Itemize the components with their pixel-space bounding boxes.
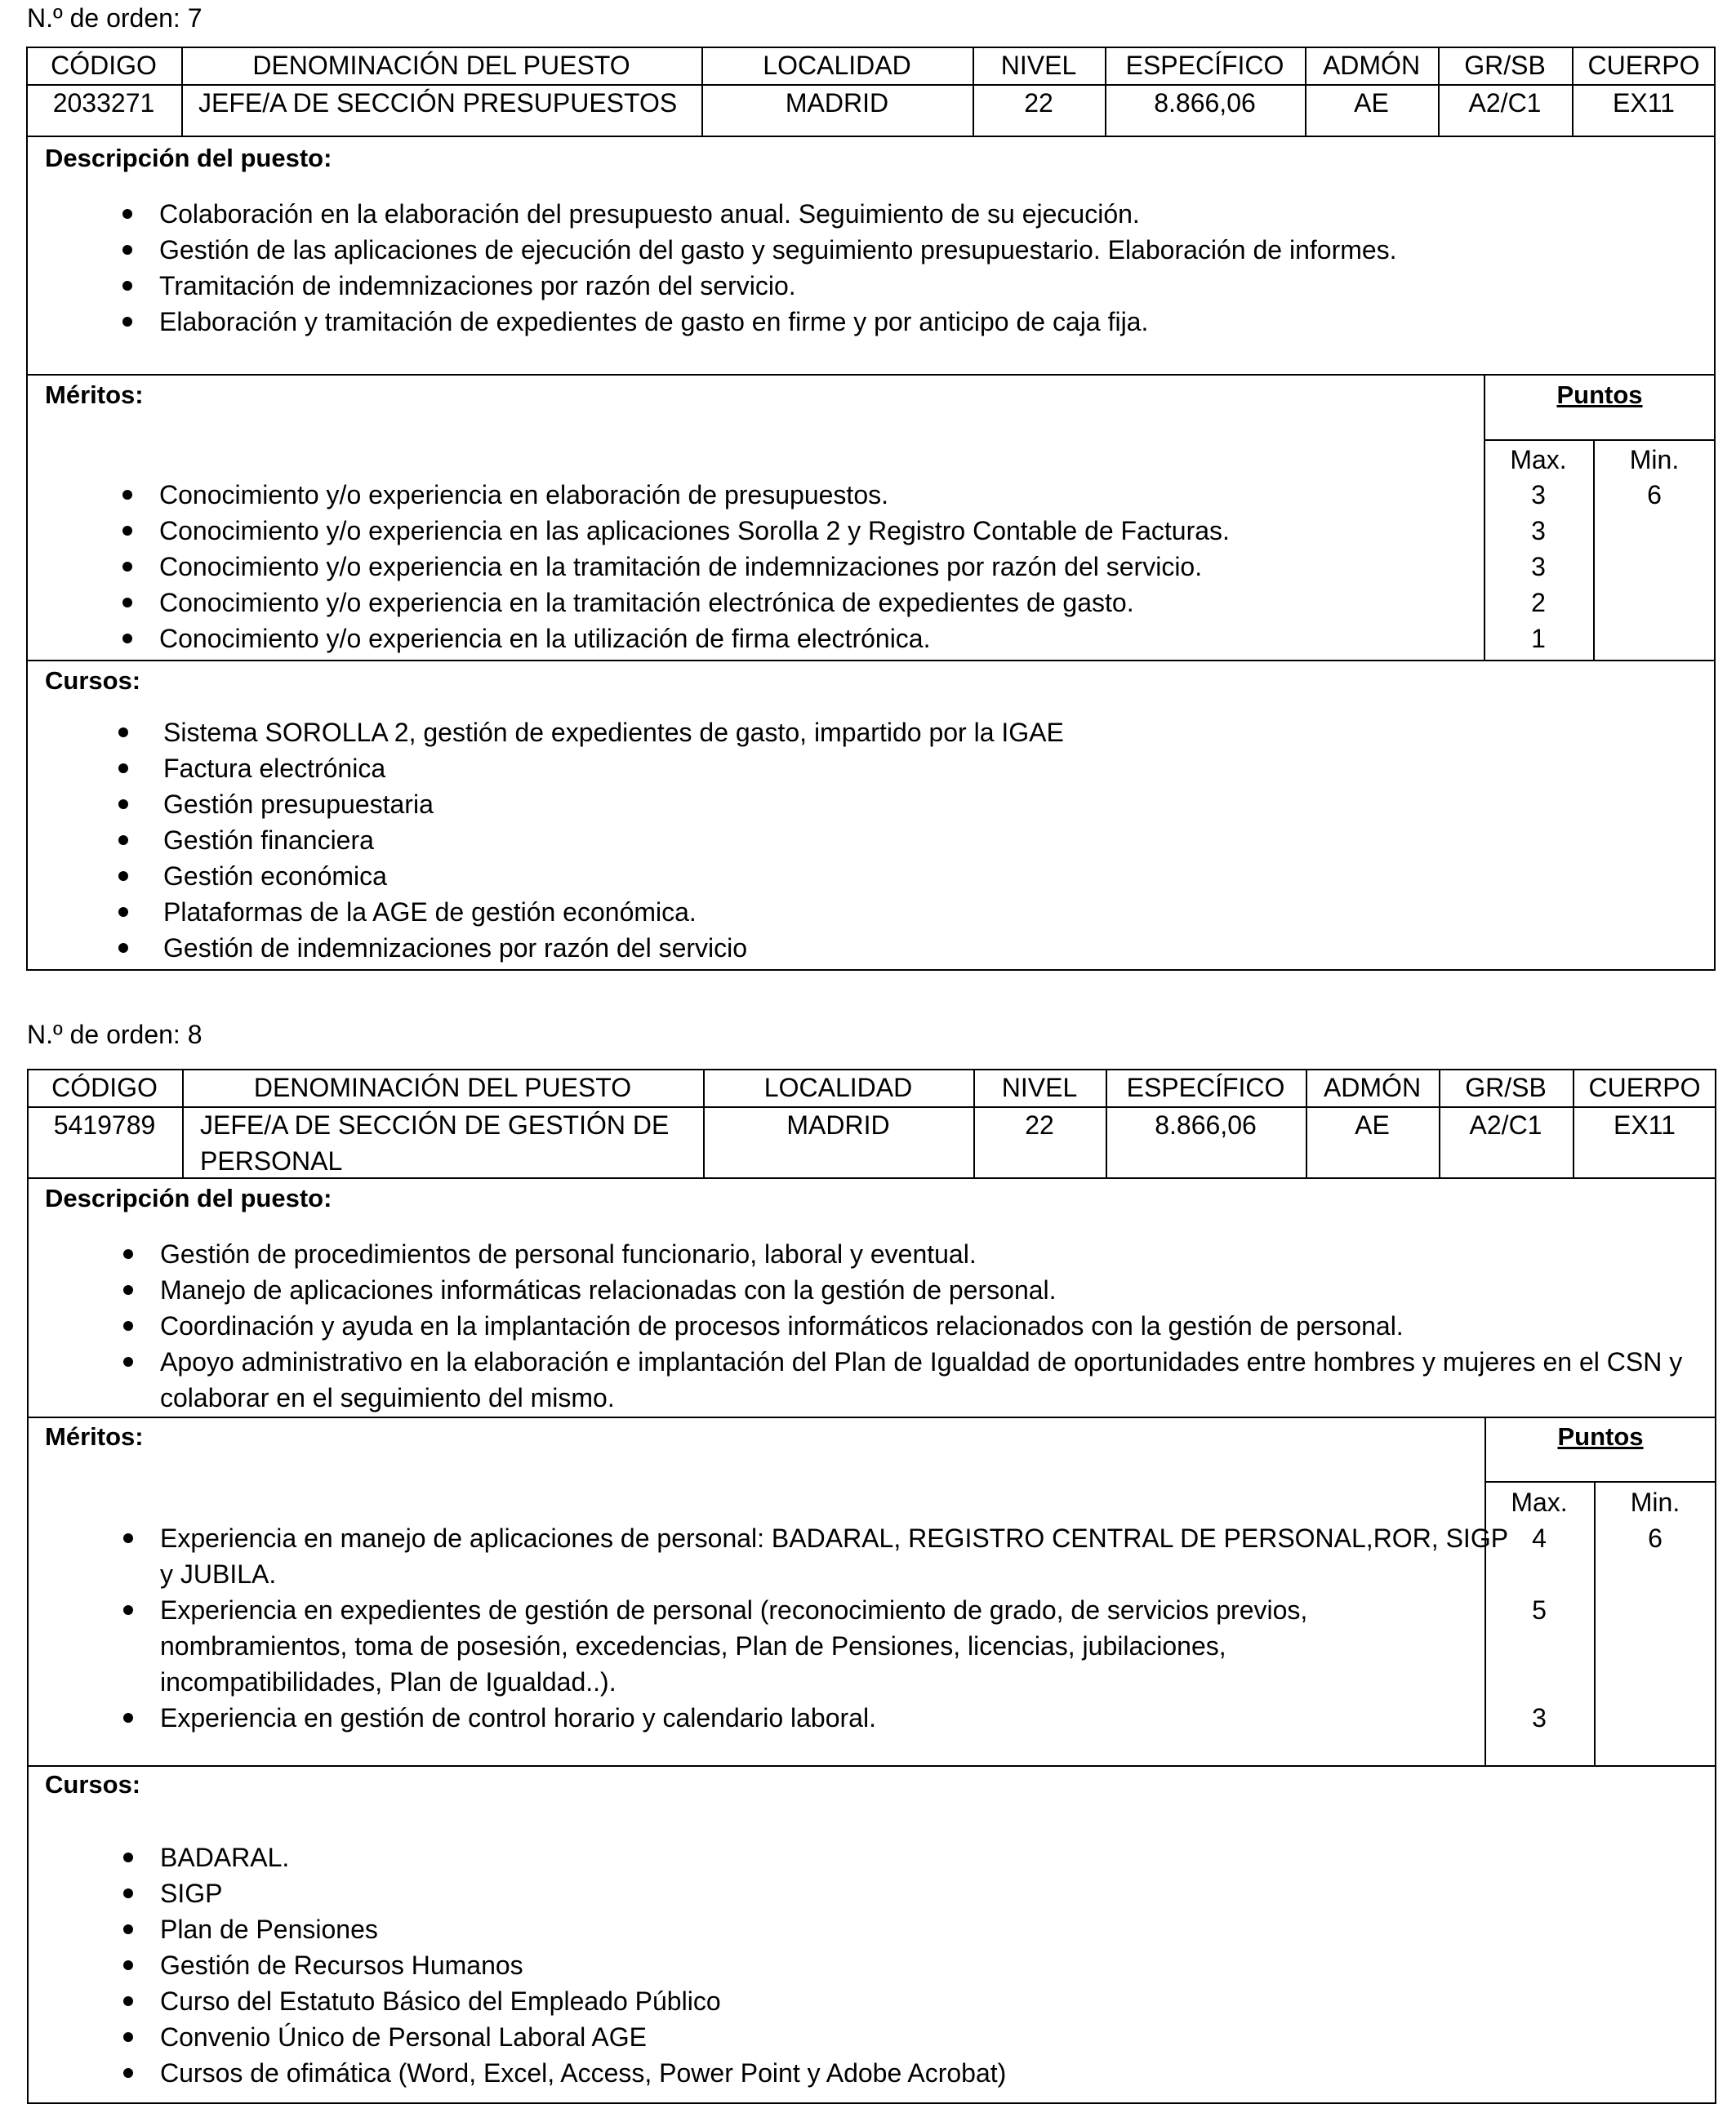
- descripcion-list: [159, 196, 1397, 340]
- value-cuerpo: EX11: [1614, 1110, 1676, 1140]
- list-item: Experiencia en expedientes de gestión de personal (reconocimiento de grado, de servicios previos, nombramientos, toma de posesión, excedencias, Plan de Pensiones, licencias, jubilaciones, incompatibilidades, Plan de Igualdad..).: [160, 1592, 1508, 1700]
- list-item: Conocimiento y/o experiencia en la tramitación electrónica de expedientes de gasto.: [159, 585, 1230, 621]
- list-item: Sistema SOROLLA 2, gestión de expedientes de gasto, impartido por la IGAE: [163, 714, 1064, 750]
- list-item: Gestión de indemnizaciones por razón del servicio: [163, 930, 1064, 966]
- list-item: Experiencia en gestión de control horario y calendario laboral.: [160, 1700, 1508, 1736]
- list-item: Factura electrónica: [163, 750, 1064, 786]
- list-item: Gestión financiera: [163, 822, 1064, 858]
- cursos-title: Cursos:: [45, 666, 141, 695]
- header-grsb: GR/SB: [1465, 1073, 1547, 1102]
- value-localidad: MADRID: [786, 1110, 890, 1140]
- value-codigo: 5419789: [53, 1110, 156, 1140]
- list-item: Plataformas de la AGE de gestión económica.: [163, 894, 1064, 930]
- merito-max: 3: [1531, 516, 1546, 545]
- header-denominacion: DENOMINACIÓN DEL PUESTO: [253, 1073, 632, 1102]
- value-cuerpo: EX11: [1613, 88, 1675, 118]
- value-nivel: 22: [1025, 1110, 1054, 1140]
- merito-max: 3: [1532, 1703, 1547, 1733]
- list-item: SIGP: [160, 1875, 1006, 1911]
- list-item: Elaboración y tramitación de expedientes de gasto en firme y por anticipo de caja fija.: [159, 304, 1397, 340]
- header-localidad: LOCALIDAD: [763, 1073, 913, 1102]
- orden-label: N.º de orden: 8: [27, 1020, 203, 1049]
- orden-label: N.º de orden: 7: [27, 3, 203, 33]
- descripcion-title: Descripción del puesto:: [45, 144, 332, 172]
- header-especifico: ESPECÍFICO: [1125, 51, 1284, 80]
- cursos-title: Cursos:: [45, 1770, 141, 1799]
- merito-max: 4: [1532, 1524, 1547, 1553]
- header-localidad: LOCALIDAD: [763, 51, 911, 80]
- header-grsb: GR/SB: [1464, 51, 1546, 80]
- header-nivel: NIVEL: [1001, 1073, 1078, 1102]
- value-admon: AE: [1354, 88, 1389, 118]
- meritos-list: [159, 477, 1230, 656]
- max-label: Max.: [1511, 1488, 1568, 1517]
- list-item: Tramitación de indemnizaciones por razón del servicio.: [159, 268, 1397, 304]
- list-item: Gestión presupuestaria: [163, 786, 1064, 822]
- meritos-title: Méritos:: [45, 380, 144, 409]
- value-admon: AE: [1355, 1110, 1390, 1140]
- descripcion-title: Descripción del puesto:: [45, 1184, 332, 1212]
- meritos-title: Méritos:: [45, 1422, 144, 1451]
- list-item: Gestión económica: [163, 858, 1064, 894]
- header-admon: ADMÓN: [1322, 51, 1421, 80]
- list-item: Curso del Estatuto Básico del Empleado Público: [160, 1983, 1006, 2019]
- list-item: Colaboración en la elaboración del presupuesto anual. Seguimiento de su ejecución.: [159, 196, 1397, 232]
- list-item: Gestión de Recursos Humanos: [160, 1947, 1006, 1983]
- max-label: Max.: [1510, 445, 1567, 474]
- merito-max: 2: [1531, 588, 1546, 617]
- list-item: Conocimiento y/o experiencia en la tramitación de indemnizaciones por razón del servicio.: [159, 549, 1230, 585]
- min-label: Min.: [1629, 445, 1680, 474]
- header-denominacion: DENOMINACIÓN DEL PUESTO: [252, 51, 630, 80]
- value-grsb: A2/C1: [1468, 88, 1542, 118]
- cursos-list: [160, 1839, 1006, 2091]
- value-nivel: 22: [1024, 88, 1053, 118]
- merito-max: 3: [1531, 480, 1546, 509]
- value-localidad: MADRID: [785, 88, 889, 118]
- value-denominacion: JEFE/A DE SECCIÓN PRESUPUESTOS: [198, 88, 678, 118]
- header-cuerpo: CUERPO: [1587, 51, 1700, 80]
- min-value: 6: [1647, 480, 1662, 509]
- header-codigo: CÓDIGO: [51, 51, 157, 80]
- merito-max: 1: [1531, 624, 1546, 653]
- list-item: Convenio Único de Personal Laboral AGE: [160, 2019, 1006, 2055]
- list-item: Manejo de aplicaciones informáticas relacionadas con la gestión de personal.: [160, 1272, 1682, 1308]
- value-codigo: 2033271: [52, 88, 155, 118]
- list-item: Plan de Pensiones: [160, 1911, 1006, 1947]
- value-especifico: 8.866,06: [1155, 1110, 1257, 1140]
- merito-max: 3: [1531, 552, 1546, 581]
- meritos-list: [160, 1520, 1508, 1736]
- descripcion-list: [160, 1236, 1682, 1416]
- header-admon: ADMÓN: [1323, 1073, 1422, 1102]
- header-cuerpo: CUERPO: [1588, 1073, 1701, 1102]
- list-item: Gestión de las aplicaciones de ejecución del gasto y seguimiento presupuestario. Elaboración de informes.: [159, 232, 1397, 268]
- list-item: Conocimiento y/o experiencia en elaboración de presupuestos.: [159, 477, 1230, 513]
- list-item: Coordinación y ayuda en la implantación de procesos informáticos relacionados con la gestión de personal.: [160, 1308, 1682, 1344]
- list-item: Apoyo administrativo en la elaboración e implantación del Plan de Igualdad de oportunidades entre hombres y mujeres en el CSN y colaborar en el seguimiento del mismo.: [160, 1344, 1682, 1416]
- puntos-title: Puntos: [1557, 1422, 1644, 1451]
- puntos-title: Puntos: [1556, 380, 1643, 409]
- list-item: Conocimiento y/o experiencia en la utilización de firma electrónica.: [159, 621, 1230, 656]
- list-item: BADARAL.: [160, 1839, 1006, 1875]
- list-item: Gestión de procedimientos de personal funcionario, laboral y eventual.: [160, 1236, 1682, 1272]
- min-value: 6: [1648, 1524, 1663, 1553]
- min-label: Min.: [1630, 1488, 1680, 1517]
- value-grsb: A2/C1: [1469, 1110, 1542, 1140]
- cursos-list: [163, 714, 1064, 966]
- value-denominacion-line-2: PERSONAL: [200, 1146, 343, 1176]
- header-codigo: CÓDIGO: [51, 1073, 158, 1102]
- list-item: Experiencia en manejo de aplicaciones de personal: BADARAL, REGISTRO CENTRAL DE PERSONAL,ROR, SIGP y JUBILA.: [160, 1520, 1508, 1592]
- merito-max: 5: [1532, 1595, 1547, 1625]
- list-item: Conocimiento y/o experiencia en las aplicaciones Sorolla 2 y Registro Contable de Facturas.: [159, 513, 1230, 549]
- list-item: Cursos de ofimática (Word, Excel, Access, Power Point y Adobe Acrobat): [160, 2055, 1006, 2091]
- header-especifico: ESPECÍFICO: [1126, 1073, 1285, 1102]
- header-nivel: NIVEL: [1000, 51, 1077, 80]
- value-denominacion-line-1: JEFE/A DE SECCIÓN DE GESTIÓN DE: [200, 1110, 670, 1140]
- value-especifico: 8.866,06: [1154, 88, 1256, 118]
